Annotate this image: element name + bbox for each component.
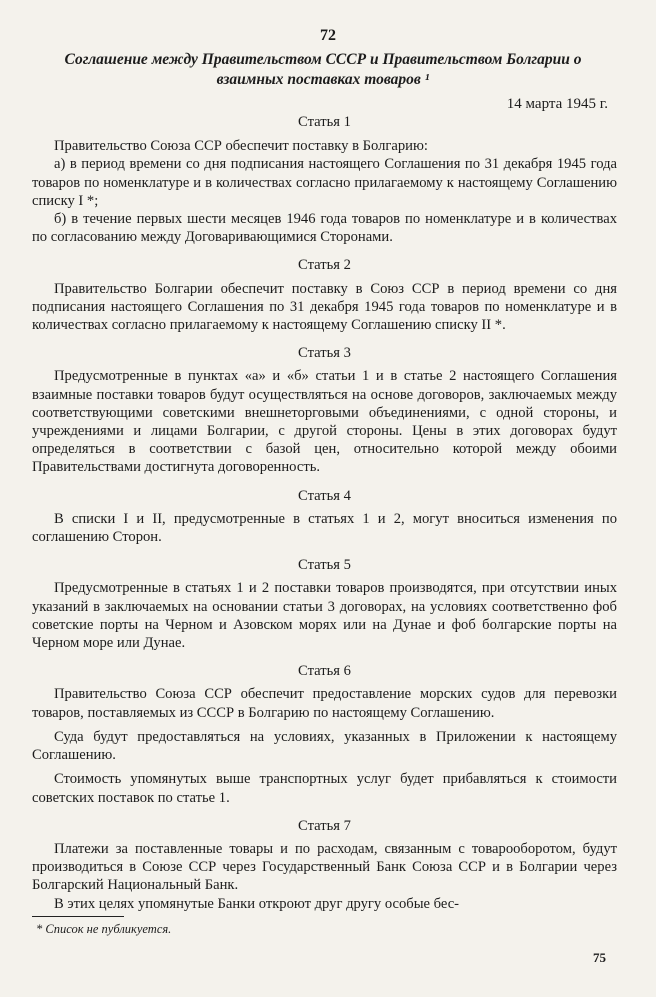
article-heading: Статья 3 [298,345,351,362]
article-paragraph: а) в период времени со дня подписания настоящего Соглашения по 31 декабря 1945 года товаров по номенклатуре и в количествах согласно прилагаемому к настоящему Соглашению списку I *; [32,156,617,209]
article-paragraph: б) в течение первых шести месяцев 1946 года товаров по номенклатуре и в количествах по согласованию между Договаривающимися Сторонами. [32,211,617,246]
article-heading: Статья 1 [298,114,351,130]
article-heading: Статья 5 [298,557,351,574]
footnote-divider [32,916,124,917]
document-title: Соглашение между Правительством СССР и Правительством Болгарии о взаимных поставках товаров ¹ [64,51,582,88]
article-paragraph: В этих целях упомянутые Банки откроют друг другу особые бес- [54,895,460,912]
article-paragraph: Суда будут предоставляться на условиях, указанных в Приложении к настоящему Соглашению. [32,728,617,764]
article-paragraph: Правительство Болгарии обеспечит поставку в Союз ССР в период времени со дня подписания настоящего Соглашения по 31 декабря 1945 года товаров по номенклатуре и в количествах согласно прилагаемому к настоящему Соглашению списку II *. [32,280,617,334]
footnote: * Список не публикуется. [36,922,172,936]
document-date: 14 марта 1945 г. [506,96,608,112]
article-paragraph: Правительство Союза ССР обеспечит предоставление морских судов для перевозки товаров, поставляемых из СССР в Болгарию по настоящему Соглашению. [32,686,617,721]
page-number: 75 [593,950,606,965]
article-paragraph: В списки I и II, предусмотренные в статьях 1 и 2, могут вноситься изменения по соглашению Сторон. [32,510,617,546]
document-body [32,105,617,913]
article-heading: Статья 2 [298,257,351,274]
article-heading: Статья 6 [298,663,351,680]
article-heading: Статья 7 [298,817,351,834]
article-paragraph: Правительство Союза ССР обеспечит поставку в Болгарию: [54,138,428,155]
article-paragraph: Стоимость упомянутых выше транспортных услуг будет прибавляться к стоимости советских поставок по статье 1. [32,771,617,806]
article-paragraph: Платежи за поставленные товары и по расходам, связанным с товарооборотом, будут производиться в Союзе ССР через Государственный Банк Союза ССР и в Болгарии через Болгарский Национальный Банк. [32,840,617,894]
article-heading: Статья 4 [298,487,351,504]
article-paragraph: Предусмотренные в статьях 1 и 2 поставки товаров производятся, при отсутствии иных указаний в заключаемых на основании статьи 3 договорах, на условиях соответственно фоб советские порты на Черном и Азовском морях или на Дунае и фоб болгарские порты на Черном море или Дунае. [32,580,617,652]
document-number: 72 [320,27,336,44]
article-paragraph: Предусмотренные в пунктах «а» и «б» статьи 1 и в статье 2 настоящего Соглашения взаимные поставки товаров будут осуществляться на основе договоров, заключаемых между соответствующими советскими внешнеторговыми объединениями, с одной стороны, и учреждениями и лицами Болгарии, с другой стороны. Цены в этих договорах будут определяться в соответствии с базой цен, относительно которой между обоими Правительствами достигнута договоренность. [32,368,617,476]
